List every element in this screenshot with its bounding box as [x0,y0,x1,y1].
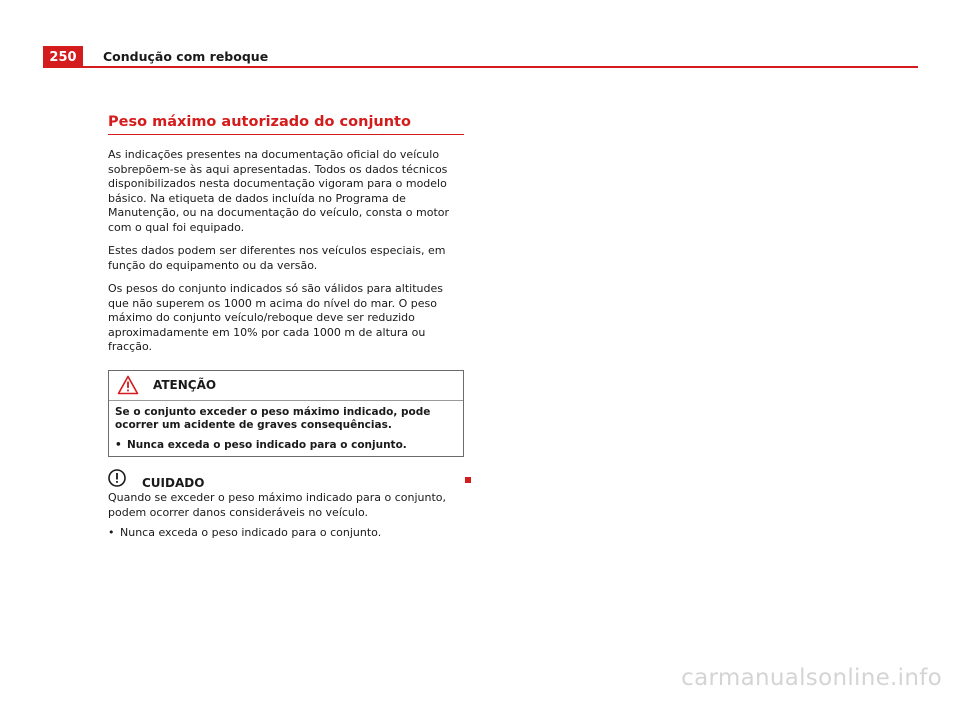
warning-title: ATENÇÃO [153,378,217,392]
caution-bullet-text: Nunca exceda o peso indicado para o conjunto. [120,526,382,539]
warning-bullet [115,439,457,453]
warning-triangle-icon [117,375,139,395]
caution-exclamation-icon [108,469,126,487]
content-section [108,114,464,541]
section-end-marker [465,477,471,483]
page-number: 250 [43,46,83,68]
bullet-icon: • [115,438,122,451]
caution-body [108,491,464,541]
caution-text: Quando se exceder o peso máximo indicado para o conjunto, podem ocorrer danos consideráveis no veículo. [108,491,446,519]
paragraph-1: As indicações presentes na documentação oficial do veículo sobrepõem-se às aqui apresentadas. Todos os dados técnicos disponibilizados nesta documentação vigoram para o modelo básico. Na etiqueta de dados incluída no Programa de Manutenção, ou na documentação do veículo, consta o motor com o qual foi equipado. [108,148,450,234]
warning-text: Se o conjunto exceder o peso máximo indicado, pode ocorrer um acidente de graves consequências. [115,405,431,431]
running-header: Condução com reboque [103,49,269,64]
caution-header [108,469,464,490]
paragraph-2: Estes dados podem ser diferentes nos veículos especiais, em função do equipamento ou da versão. [108,244,446,272]
watermark: carmanualsonline.info [681,665,942,691]
warning-header [109,371,463,401]
paragraph-3: Os pesos do conjunto indicados só são válidos para altitudes que não superem os 1000 m acima do nível do mar. O peso máximo do conjunto veículo/reboque deve ser reduzido aproximadamente em 10% por cada 1000 m de altura ou fracção. [108,282,443,353]
bullet-icon: • [108,526,115,539]
header-rule [83,66,918,68]
caution-title: CUIDADO [142,476,205,490]
caution-bullet [108,526,464,541]
warning-bullet-text: Nunca exceda o peso indicado para o conjunto. [127,438,407,451]
warning-box [108,370,464,458]
section-title: Peso máximo autorizado do conjunto [108,114,464,135]
warning-body [109,401,463,457]
